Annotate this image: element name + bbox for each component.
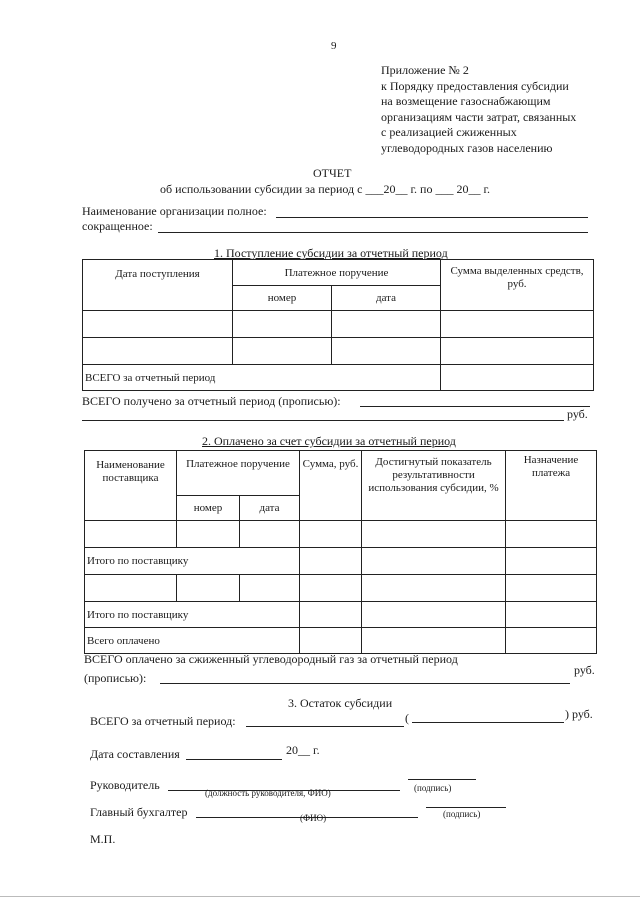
subtotal-label: Итого по поставщику <box>85 602 300 628</box>
table-cell[interactable] <box>85 521 177 548</box>
table-cell[interactable] <box>300 575 362 602</box>
table-cell[interactable] <box>233 311 332 338</box>
table-cell[interactable] <box>441 311 594 338</box>
section1-title: 1. Поступление субсидии за отчетный период <box>214 246 448 260</box>
payments-table <box>84 450 597 654</box>
table-cell[interactable] <box>362 628 506 654</box>
received-label: ВСЕГО получено за отчетный период (прописью): <box>82 394 341 408</box>
page-bottom-edge <box>0 896 640 897</box>
remainder-field[interactable] <box>246 726 404 727</box>
date-field[interactable] <box>186 759 282 760</box>
head-label: Руководитель <box>90 778 160 792</box>
appendix-line: углеводородных газов населению <box>381 140 553 155</box>
section3-title: 3. Остаток субсидии <box>288 696 393 710</box>
remainder-paren-open: ( <box>405 711 409 725</box>
section2-title: 2. Оплачено за счет субсидии за отчетный период <box>202 434 456 448</box>
org-short-field[interactable] <box>158 232 588 233</box>
appendix-block <box>381 63 576 156</box>
remainder-paren-close: ) руб. <box>565 707 593 721</box>
table-row <box>85 575 597 602</box>
appendix-line: на возмещение газоснабжающим <box>381 94 551 108</box>
received-field-1[interactable] <box>360 406 590 407</box>
remainder-words-field[interactable] <box>412 722 564 723</box>
appendix-line: Приложение № 2 <box>381 63 469 77</box>
org-short-label: сокращенное: <box>82 219 153 233</box>
org-full-field[interactable] <box>276 217 588 218</box>
table-cell[interactable] <box>506 521 597 548</box>
appendix-line: организациям части затрат, связанных <box>381 109 577 124</box>
col-number-header: номер <box>233 286 332 311</box>
table-cell[interactable] <box>240 575 300 602</box>
col-number-header: номер <box>177 496 240 521</box>
col-payment-header: Платежное поручение <box>177 451 300 496</box>
table-cell[interactable] <box>362 548 506 575</box>
paid-rub: руб. <box>574 663 595 677</box>
table-cell[interactable] <box>506 548 597 575</box>
table-cell[interactable] <box>300 602 362 628</box>
table-cell[interactable] <box>441 338 594 365</box>
col-supplier-header: Наименование поставщика <box>85 451 177 521</box>
subtotal-row <box>85 548 597 575</box>
table-cell[interactable] <box>240 521 300 548</box>
table-cell[interactable] <box>83 311 233 338</box>
appendix-line: с реализацией сжиженных <box>381 125 517 139</box>
received-field-2[interactable] <box>82 420 564 421</box>
head-sign-field[interactable] <box>408 779 476 780</box>
table-cell[interactable] <box>362 602 506 628</box>
stamp-place: М.П. <box>90 832 116 846</box>
table-cell[interactable] <box>233 338 332 365</box>
remainder-label: ВСЕГО за отчетный период: <box>90 714 236 728</box>
paid-field[interactable] <box>160 683 570 684</box>
table-cell[interactable] <box>362 521 506 548</box>
table-cell[interactable] <box>332 311 441 338</box>
paid-label-line2: (прописью): <box>84 671 147 685</box>
appendix-line: к Порядку предоставления субсидии <box>381 78 569 93</box>
col-purpose-header: Назначение платежа <box>506 451 597 521</box>
date-year: 20__ г. <box>286 743 320 757</box>
table-cell[interactable] <box>83 338 233 365</box>
org-full-label: Наименование организации полное: <box>82 204 267 218</box>
table-row <box>83 338 594 365</box>
table-cell[interactable] <box>332 338 441 365</box>
sign-hint: (подпись) <box>414 783 452 793</box>
table-row <box>85 521 597 548</box>
sign-hint-2: (подпись) <box>443 809 481 819</box>
table-row <box>83 311 594 338</box>
receipts-table <box>82 259 594 391</box>
table-cell[interactable] <box>300 548 362 575</box>
fio-hint: (ФИО) <box>300 813 327 823</box>
accountant-label: Главный бухгалтер <box>90 805 188 819</box>
date-label: Дата составления <box>90 747 180 761</box>
table-cell[interactable] <box>300 628 362 654</box>
subtotal-label: Итого по поставщику <box>85 548 300 575</box>
total-row-label: ВСЕГО за отчетный период <box>83 365 441 391</box>
table-cell[interactable] <box>177 575 240 602</box>
col-date-header: Дата поступления <box>83 260 233 311</box>
report-title: ОТЧЕТ <box>313 166 352 180</box>
col-indicator-header: Достигнутый показатель результативности использования субсидии, % <box>362 451 506 521</box>
table-cell[interactable] <box>506 602 597 628</box>
table-cell[interactable] <box>300 521 362 548</box>
accountant-sign-field[interactable] <box>426 807 506 808</box>
report-subtitle: об использовании субсидии за период с ___20__ г. по ___ 20__ г. <box>160 182 491 196</box>
table-cell[interactable] <box>177 521 240 548</box>
col-sum-header: Сумма, руб. <box>300 451 362 521</box>
table-cell[interactable] <box>441 365 594 391</box>
subtotal-row <box>85 602 597 628</box>
table-cell[interactable] <box>362 575 506 602</box>
head-hint: (должность руководителя, ФИО) <box>205 788 331 798</box>
col-sum-header: Сумма выделенных средств, руб. <box>441 260 594 311</box>
table-cell[interactable] <box>506 628 597 654</box>
paid-label-line1: ВСЕГО оплачено за сжиженный углеводородный газ за отчетный период <box>84 652 458 666</box>
total-paid-label: Всего оплачено <box>85 628 300 654</box>
total-paid-row <box>85 628 597 654</box>
table-cell[interactable] <box>506 575 597 602</box>
col-pdate-header: дата <box>240 496 300 521</box>
total-row <box>83 365 594 391</box>
page-number: 9 <box>331 40 337 52</box>
col-pdate-header: дата <box>332 286 441 311</box>
received-rub: руб. <box>567 407 588 421</box>
table-cell[interactable] <box>85 575 177 602</box>
col-payment-header: Платежное поручение <box>233 260 441 286</box>
